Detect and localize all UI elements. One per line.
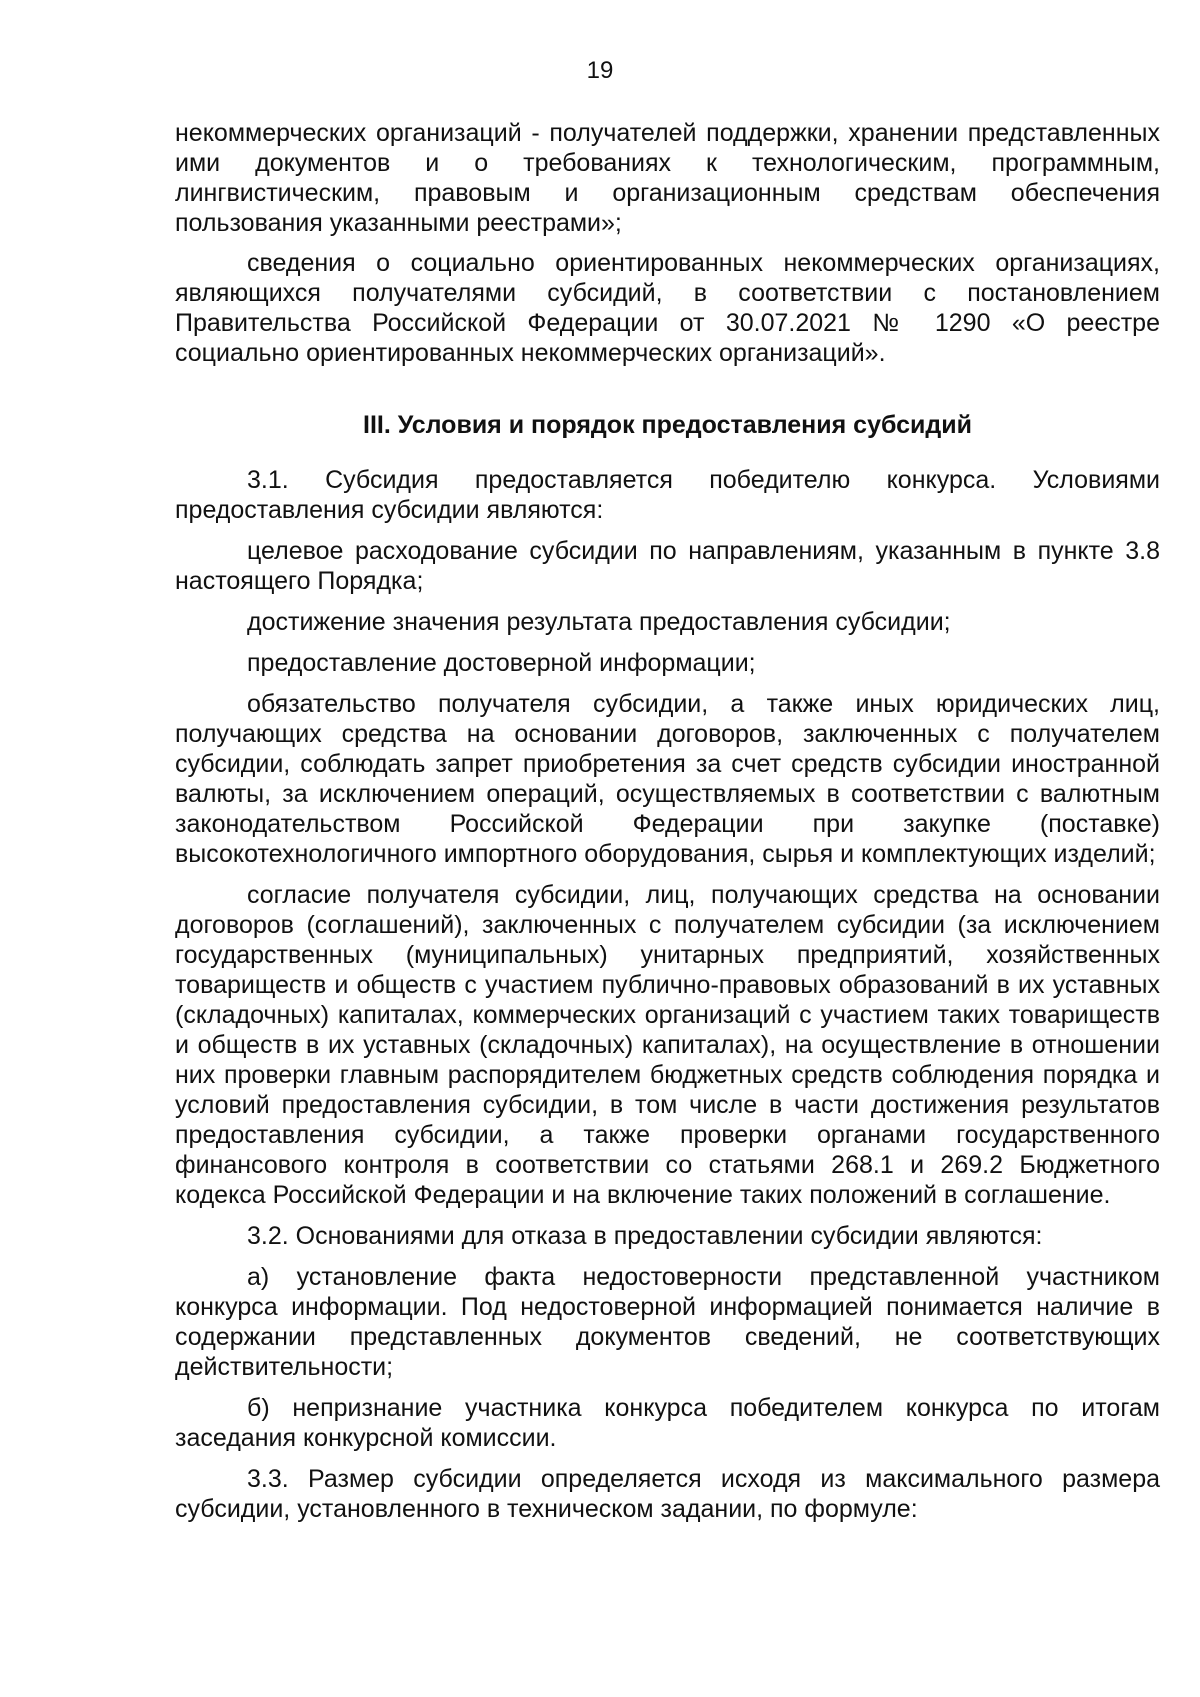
paragraph: обязательство получателя субсидии, а также иных юридических лиц, получающих средства на основании договоров, заключенных с получателем субсидии, соблюдать запрет приобретения за счет средств субсидии иностранной валюты, за исключением операций, осуществляемых в соответствии с валютным законодательством Российской Федерации при закупке (поставке) высокотехнологичного импортного оборудования, сырья и комплектующих изделий; [175,690,1160,868]
page-number: 19 [586,57,614,84]
paragraph: целевое расходование субсидии по направлениям, указанным в пункте 3.8 настоящего Порядка; [175,537,1160,595]
paragraph: предоставление достоверной информации; [247,649,756,677]
section-heading: III. Условия и порядок предоставления субсидий [363,411,972,439]
paragraph: достижение значения результата предоставления субсидии; [247,608,951,636]
document-body [175,118,1160,1524]
paragraph: сведения о социально ориентированных некоммерческих организациях, являющихся получателями субсидий, в соответствии с постановлением Правительства Российской Федерации от 30.07.2021 № 1290 «О реестре социально ориентированных некоммерческих организаций». [175,249,1160,367]
paragraph: 3.1. Субсидия предоставляется победителю конкурса. Условиями предоставления субсидии являются: [175,466,1160,524]
paragraph: 3.3. Размер субсидии определяется исходя из максимального размера субсидии, установленного в техническом задании, по формуле: [175,1465,1160,1523]
paragraph: а) установление факта недостоверности представленной участником конкурса информации. Под недостоверной информацией понимается наличие в содержании представленных документов сведений, не соответствующих действительности; [175,1263,1160,1381]
paragraph: 3.2. Основаниями для отказа в предоставлении субсидии являются: [247,1222,1043,1250]
paragraph: некоммерческих организаций - получателей поддержки, хранении представленных ими документов и о требованиях к технологическим, программным, лингвистическим, правовым и организационным средствам обеспечения пользования указанными реестрами»; [175,119,1160,237]
section-heading-wrap [175,410,1160,440]
paragraph: б) непризнание участника конкурса победителем конкурса по итогам заседания конкурсной комиссии. [175,1394,1160,1452]
paragraph: согласие получателя субсидии, лиц, получающих средства на основании договоров (соглашений), заключенных с получателем субсидии (за исключением государственных (муниципальных) унитарных предприятий, хозяйственных товариществ и обществ с участием публично-правовых образований в их уставных (складочных) капиталах, коммерческих организаций с участием таких товариществ и обществ в их уставных (складочных) капиталах), на осуществление в отношении них проверки главным распорядителем бюджетных средств соблюдения порядка и условий предоставления субсидии, в том числе в части достижения результатов предоставления субсидии, а также проверки органами государственного финансового контроля в соответствии со статьями 268.1 и 269.2 Бюджетного кодекса Российской Федерации и на включение таких положений в соглашение. [175,881,1160,1209]
